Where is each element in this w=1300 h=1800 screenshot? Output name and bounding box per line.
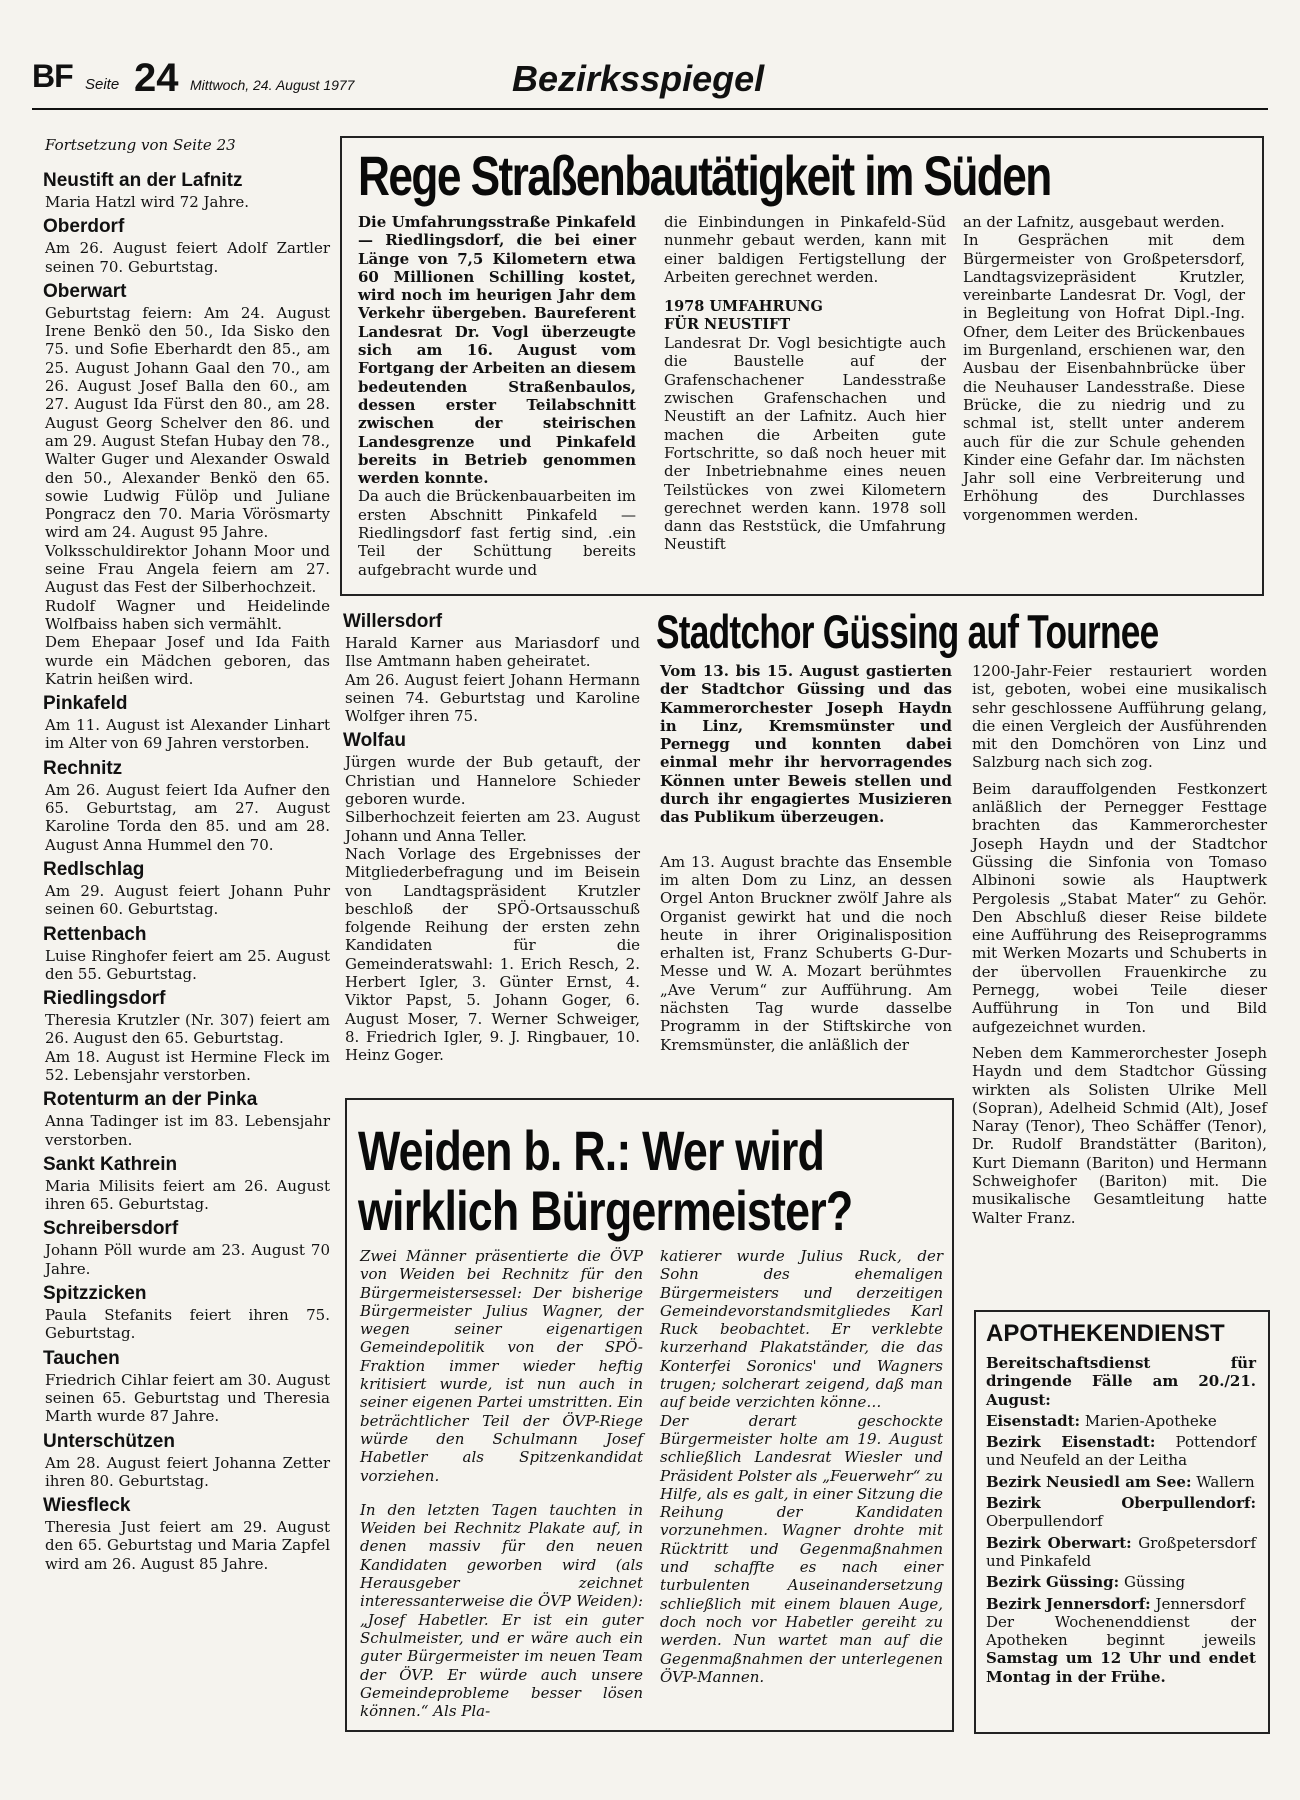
pharmacy-entry	[986, 1573, 1256, 1591]
article-paragraph: Der derart geschockte Bürgermeister holte am 19. August schließlich Landesrat Wiesler und Präsident Polster als „Feuerwehr“ zu Hilfe, als es galt, in einer Sitzung die Reihung der Kandidaten vorzunehmen. Wagner drohte mit Rücktritt und Gegenmaßnahmen und schaffte es nach einer turbulenten Auseinandersetzung schließlich mit einem blauen Auge, doch noch vor Habetler gereiht zu werden. Nun wartet man auf die Gegenmaßnahmen der unterlegenen ÖVP-Mannen.	[660, 1411, 943, 1686]
pharmacy-entry	[986, 1473, 1256, 1491]
news-item: Geburtstag feiern: Am 24. August Irene Benkö den 50., Ida Sisko den 75. und Sofie Eberhardt den 85., am 25. August Johann Gaal den 70., am 26. August Josef Balla den 60., am 27. August Ida Fürst den 80., am 28. August Georg Schelver den 86. und am 29. August Stefan Hubay den 78., Walter Guger und Alexander Oswald den 50., Alexander Benkö den 65. sowie Ludwig Fülöp und Juliane Pongracz den 70. Maria Vörösmarty wird am 24. August 95 Jahre.	[45, 303, 330, 542]
article2-col1	[660, 662, 952, 1054]
pharmacy-entry	[986, 1433, 1256, 1470]
headline-weiden-line1: Weiden b. R.: Wer wird	[358, 1119, 825, 1182]
pharmacy-intro: Bereitschaftsdienst für dringende Fälle am 20./21. August:	[986, 1354, 1256, 1409]
page-number: 24	[134, 56, 179, 100]
news-item: Am 26. August feiert Johann Hermann seinen 74. Geburtstag und Karoline Wolfger ihren 75.	[345, 670, 640, 726]
article1-col1	[358, 213, 636, 579]
news-item: Volksschuldirektor Johann Moor und seine Frau Angela feiern am 27. August das Fest der Silberhochzeit.	[45, 541, 330, 597]
pharmacy-title: APOTHEKENDIENST	[986, 1320, 1225, 1347]
place-heading: Unterschützen	[43, 1430, 175, 1452]
news-item: Am 18. August ist Hermine Fleck im 52. Lebensjahr verstorben.	[45, 1047, 330, 1084]
place-heading: Sankt Kathrein	[43, 1153, 178, 1175]
pharmacy-label: Eisenstadt:	[986, 1411, 1081, 1430]
pharmacy-label: Bezirk Oberpullendorf:	[986, 1494, 1256, 1513]
section-title: Bezirksspiegel	[512, 58, 765, 99]
headline-stadtchor: Stadtchor Güssing auf Tournee	[656, 605, 1159, 658]
article-paragraph: In Gesprächen mit dem Bürgermeister von Großpetersdorf, Landtagsvizepräsident Krutzler, vereinbarte Landesrat Dr. Vogl, der in Begleitung von Hofrat Dipl.-Ing. Ofner, dem Leiter des Brückenbaues im Burgenland, erschienen war, den Ausbau der Eisenbahnbrücke über die Neuhauser Landesstraße. Diese Brücke, die zu niedrig und zu schmal ist, stellt unter anderem auch für die zur Schule gehenden Kinder eine Gefahr dar. Im nächsten Jahr soll eine Verbreiterung und Erhöhung des Durchlasses vorgenommen werden.	[963, 231, 1245, 524]
news-item: Theresia Krutzler (Nr. 307) feiert am 26. August den 65. Geburtstag.	[45, 1011, 330, 1048]
news-item: Silberhochzeit feierten am 23. August Johann und Anna Teller.	[345, 808, 640, 845]
article3-col1	[360, 1247, 643, 1720]
article-paragraph: Zwei Männer präsentierte die ÖVP von Weiden bei Rechnitz für den Bürgermeistersessel: Der bisherige Bürgermeister Julius Wagner, der wegen seiner eigenartigen Gemeindepolitik von der SPÖ-Fraktion immer wieder heftig kritisiert wurde, ist nun auch in seiner eigenen Partei umstritten. Ein beträchtlicher Teil der ÖVP-Riege würde den Schulmann Josef Habetler als Spitzenkandidat vorziehen.	[360, 1247, 643, 1485]
pharmacy-footer-text: Der Wochenenddienst der Apotheken beginnt jeweils	[986, 1612, 1256, 1650]
place-heading: Wiesfleck	[43, 1495, 131, 1517]
pharmacy-label: Bezirk Jennersdorf:	[986, 1594, 1151, 1613]
news-item: Am 28. August feiert Johanna Zetter ihren 80. Geburtstag.	[45, 1453, 330, 1490]
page-label: Seite	[85, 76, 120, 93]
pharmacy-content	[986, 1320, 1256, 1686]
place-heading: Neustift an der Lafnitz	[43, 170, 243, 191]
place-heading: Schreibersdorf	[43, 1218, 179, 1240]
article-paragraph: Beim darauffolgenden Festkonzert anläßlich der Pernegger Festtage brachten das Kammerorchester Joseph Haydn und der Stadtchor Güssing die Sinfonia von Tomaso Albinoni sowie als Hauptwerk Pergolesis „Stabat Mater“ zu Gehör. Den Abschluß dieser Reise bildete eine Aufführung des Reiseprogramms mit Werken Mozarts und Schuberts in der übervollen Frauenkirche zu Pernegg, wobei Teile dieser Aufführung in Ton und Bild aufgezeichnet wurden.	[972, 779, 1267, 1036]
article-paragraph: katierer wurde Julius Ruck, der Sohn des ehemaligen Bürgermeisters und derzeitigen Gemeindevorstandsmitgliedes Karl Ruck beobachtet. Er verklebte kurzerhand Plakatständer, die das Konterfei Soronics' und Wagners trugen; solcherart zeigend, daß man auf beide verzichten könne…	[660, 1247, 943, 1412]
news-item: Luise Ringhofer feiert am 25. August den 55. Geburtstag.	[45, 946, 330, 983]
news-item: Jürgen wurde der Bub getauft, der Christian und Hannelore Schieder geboren wurde.	[345, 753, 640, 809]
pharmacy-footer-hours: Samstag um 12 Uhr und endet Montag in der Frühe.	[986, 1649, 1256, 1686]
news-item: Maria Hatzl wird 72 Jahre.	[45, 193, 249, 211]
place-heading: Oberdorf	[43, 216, 125, 238]
place-heading: Rotenturm an der Pinka	[43, 1089, 258, 1111]
article1-col2	[664, 213, 946, 554]
article-paragraph: Neben dem Kammerorchester Joseph Haydn und dem Stadtchor Güssing wirkten als Solisten Ulrike Mell (Sopran), Adelheid Schmid (Alt), Josef Naray (Tenor), Theo Schäffer (Tenor), Dr. Rudolf Brandstätter (Bariton), Kurt Diemann (Bariton) und Hermann Schweighofer (Bariton) mit. Die musikalische Gesamtleitung hatte Walter Franz.	[972, 1043, 1267, 1227]
place-heading: Rettenbach	[43, 923, 147, 945]
article-paragraph: an der Lafnitz, ausgebaut werden.	[963, 213, 1225, 231]
pharmacy-entry	[986, 1534, 1256, 1571]
subheading: FÜR NEUSTIFT	[664, 316, 791, 334]
article-paragraph: die Einbindungen in Pinkafeld-Süd nunmehr gebaut werden, kann mit einer baldigen Fertigstellung der Arbeiten gerechnet werden.	[664, 213, 946, 286]
pharmacy-value: Marien-Apotheke	[1084, 1411, 1217, 1430]
place-heading: Redlschlag	[43, 858, 145, 880]
place-heading: Spitzzicken	[43, 1283, 147, 1305]
place-heading: Riedlingsdorf	[43, 988, 166, 1010]
header-rule	[32, 108, 1268, 110]
pharmacy-value: Jennersdorf	[1155, 1594, 1245, 1613]
place-heading: Tauchen	[43, 1347, 120, 1369]
pharmacy-entry	[986, 1494, 1256, 1531]
article-paragraph: 1200-Jahr-Feier restauriert worden ist, geboten, wobei eine musikalisch sehr geschlossene Aufführung gelang, die einen Vergleich der Ausführenden mit den Domchören von Linz und Salzburg nach sich zog.	[972, 662, 1267, 772]
pharmacy-value: Güssing	[1123, 1573, 1186, 1592]
pharmacy-value: Großpetersdorf und Pinkafeld	[986, 1533, 1256, 1570]
pharmacy-value: Wallern	[1196, 1472, 1255, 1491]
left-column	[45, 170, 330, 1573]
news-item: Maria Milisits feiert am 26. August ihren 65. Geburtstag.	[45, 1176, 330, 1214]
pharmacy-value: Pottendorf und Neufeld an der Leitha	[986, 1433, 1256, 1470]
article3-col2	[660, 1247, 943, 1686]
article-lead: Die Umfahrungsstraße Pinkafeld — Riedlingsdorf, die bei einer Länge von 7,5 Kilometern etwa 60 Millionen Schilling kostet, wird noch im heurigen Jahr dem Verkehr übergeben. Baureferent Landesrat Dr. Vogl überzeugte sich am 16. August vom Fortgang der Arbeiten an diesem bedeutenden Straßenbaulos, dessen erster Teilabschnitt zwischen der steirischen Landesgrenze und Pinkafeld bereits in Betrieb genommen werden konnte.	[358, 213, 636, 488]
news-item: Paula Stefanits feiert ihren 75. Geburtstag.	[45, 1306, 330, 1343]
news-item: Harald Karner aus Mariasdorf und Ilse Amtmann haben geheiratet.	[345, 634, 640, 671]
news-item: Am 26. August feiert Ida Aufner den 65. Geburtstag, am 27. August Karoline Torda den 85. und am 28. August Anna Hummel den 70.	[45, 780, 330, 854]
headline-weiden-line2: wirklich Bürgermeister?	[358, 1179, 853, 1242]
news-item: Friedrich Cihlar feiert am 30. August seinen 65. Geburtstag und Theresia Marth wurde 87 Jahre.	[45, 1370, 330, 1426]
pharmacy-label: Bezirk Neusiedl am See:	[986, 1472, 1192, 1491]
headline-strassenbau: Rege Straßenbautätigkeit im Süden	[358, 144, 1051, 207]
pharmacy-label: Bezirk Güssing:	[986, 1573, 1120, 1592]
place-heading: Oberwart	[43, 280, 127, 302]
place-heading: Pinkafeld	[43, 693, 128, 715]
news-item: Am 29. August feiert Johann Puhr seinen 60. Geburtstag.	[45, 881, 330, 919]
article-lead: Vom 13. bis 15. August gastierten der Stadtchor Güssing und das Kammerorchester Joseph Haydn in Linz, Kremsmünster und Pernegg und konnten dabei einmal mehr ihr hervorragendes Können unter Beweis stellen und durch ihr engagiertes Musizieren das Publikum überzeugen.	[660, 662, 952, 827]
pharmacy-value: Oberpullendorf	[986, 1512, 1103, 1531]
pharmacy-footer	[986, 1613, 1256, 1686]
pharmacy-label: Bezirk Oberwart:	[986, 1533, 1132, 1552]
continuation-note: Fortsetzung von Seite 23	[45, 136, 236, 154]
place-heading: Rechnitz	[43, 757, 123, 779]
article-paragraph: Am 13. August brachte das Ensemble im alten Dom zu Linz, an dessen Orgel Anton Bruckner zwölf Jahre als Organist gewirkt hat und die noch heute in ihrer Originalisposition erhalten ist, Franz Schuberts G-Dur-Messe und W. A. Mozart berühmtes „Ave Verum“ zur Aufführung. Am nächsten Tag wurde dasselbe Programm in der Stiftskirche von Kremsmünster, die anläßlich der	[660, 852, 952, 1054]
article-paragraph: Landesrat Dr. Vogl besichtigte auch die Baustelle auf der Grafenschachener Landesstraße zwischen Grafenschachen und Neustift an der Lafnitz. Auch hier machen die Arbeiten gute Fortschritte, so daß noch heuer mit der Inbetriebnahme eines neuen Teilstückes von zwei Kilometern gerechnet werden kann. 1978 soll dann das Reststück, die Umfahrung Neustift	[664, 334, 946, 554]
news-item: Am 11. August ist Alexander Linhart im Alter von 69 Jahren verstorben.	[45, 716, 330, 753]
subheading: 1978 UMFAHRUNG	[664, 298, 823, 316]
news-item: Am 26. August feiert Adolf Zartler seinen 70. Geburtstag.	[45, 239, 330, 276]
news-item: Theresia Just feiert am 29. August den 65. Geburtstag und Maria Zapfel wird am 26. August 85 Jahre.	[45, 1518, 330, 1573]
news-item: Rudolf Wagner und Heidelinde Wolfbaiss haben sich vermählt.	[45, 596, 330, 633]
pharmacy-entry	[986, 1595, 1256, 1613]
place-heading: Wolfau	[343, 730, 406, 752]
news-item: Anna Tadinger ist im 83. Lebensjahr verstorben.	[45, 1112, 330, 1149]
middle-column	[345, 611, 640, 1065]
pharmacy-label: Bezirk Eisenstadt:	[986, 1433, 1156, 1452]
news-item: Dem Ehepaar Josef und Ida Faith wurde ein Mädchen geboren, das Katrin heißen wird.	[45, 633, 330, 688]
place-heading: Willersdorf	[343, 611, 443, 632]
article-paragraph: Da auch die Brückenbauarbeiten im ersten Abschnitt Pinkafeld — Riedlingsdorf fast fertig sind, .ein Teil der Schüttung bereits aufgebracht wurde und	[358, 487, 636, 579]
article1-col3	[963, 213, 1245, 524]
news-item: Johann Pöll wurde am 23. August 70 Jahre.	[45, 1241, 330, 1278]
article-paragraph: In den letzten Tagen tauchten in Weiden bei Rechnitz Plakate auf, in denen massiv für den neuen Kandidaten geworben wird (als Herausgeber zeichnet interessanterweise die ÖVP Weiden): „Josef Habetler. Er ist ein guter Schulmeister, und er wäre auch ein guter Bürgermeister im neuen Team der ÖVP. Er würde auch unsere Gemeindeprobleme besser lösen können.“ Als Pla-	[360, 1500, 643, 1721]
article2-col2	[972, 662, 1267, 1227]
issue-date: Mittwoch, 24. August 1977	[190, 77, 355, 93]
pharmacy-entry	[986, 1412, 1256, 1430]
logo: BF	[32, 58, 73, 94]
news-item: Nach Vorlage des Ergebnisses der Mitgliederbefragung und im Beisein von Landtagspräsident Krutzler beschloß der SPÖ-Ortsausschuß folgende Reihung der ersten zehn Kandidaten für die Gemeinderatswahl: 1. Erich Resch, 2. Herbert Igler, 3. Günter Ernst, 4. Viktor Papst, 5. Johann Goger, 6. August Moser, 7. Werner Schweiger, 8. Friedrich Igler, 9. J. Ringbauer, 10. Heinz Goger.	[345, 844, 640, 1065]
